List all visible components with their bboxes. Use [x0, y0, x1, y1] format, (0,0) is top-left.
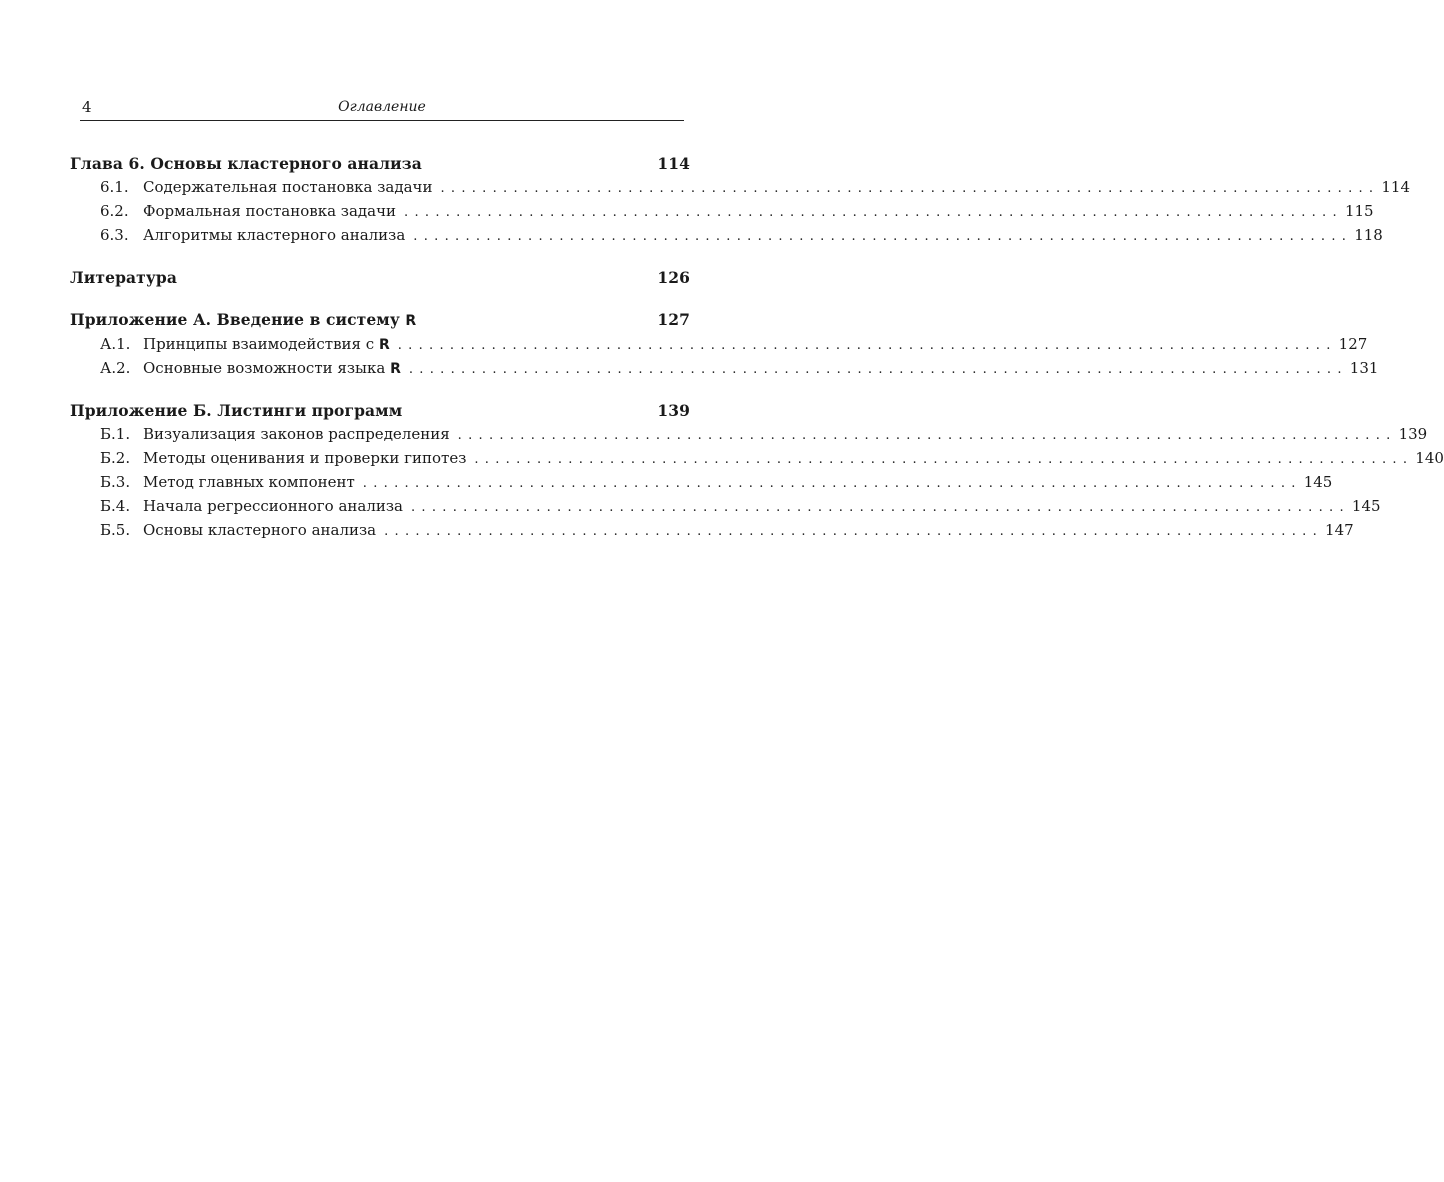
toc-entry[interactable]: [100, 176, 1411, 200]
chapter-title: Глава 6. Основы кластерного анализа: [70, 154, 422, 173]
entry-title: Основные возможности языка: [143, 359, 386, 377]
entry-number: А.1.: [100, 335, 131, 353]
entry-number: Б.3.: [100, 473, 131, 491]
entry-title: Алгоритмы кластерного анализа: [143, 226, 406, 244]
toc-entry[interactable]: [100, 224, 1383, 248]
entry-page: 145: [1351, 497, 1381, 515]
chapter-heading[interactable]: [70, 266, 690, 290]
entry-page: 145: [1303, 473, 1333, 491]
dot-leader: ..........................................................................................: [404, 205, 1343, 220]
toc-appendix-a: [70, 308, 1379, 381]
table-of-contents: [70, 152, 1444, 561]
entry-page: 118: [1354, 226, 1383, 244]
toc-entry[interactable]: [100, 471, 1333, 495]
entry-page: 131: [1349, 359, 1379, 377]
entry-title: Формальная постановка задачи: [143, 202, 397, 220]
entry-page: 114: [1381, 178, 1411, 196]
entry-number: 6.1.: [100, 178, 129, 196]
entry-number: 6.2.: [100, 202, 129, 220]
running-title: Оглавление: [338, 99, 426, 115]
entry-page: 127: [1338, 335, 1368, 353]
entry-title: Принципы взаимодействия с: [143, 335, 375, 353]
r-logo-text: R: [378, 337, 390, 353]
dot-leader: ..........................................................................................: [384, 524, 1324, 539]
toc-literature: [70, 266, 690, 290]
chapter-page: 126: [657, 268, 690, 287]
entry-page: 140: [1415, 449, 1444, 467]
entry-number: Б.1.: [100, 425, 131, 443]
entry-number: 6.3.: [100, 226, 129, 244]
entry-page: 147: [1325, 521, 1354, 539]
entry-page: 115: [1344, 202, 1374, 220]
toc-entry[interactable]: [100, 333, 1368, 357]
chapter-heading[interactable]: [70, 399, 690, 423]
chapter-title: Приложение А. Введение в систему: [70, 310, 400, 329]
toc-entry[interactable]: [100, 495, 1381, 519]
dot-leader: ..........................................................................................: [397, 338, 1337, 353]
entry-title: Визуализация законов распределения: [143, 425, 450, 443]
dot-leader: ..........................................................................................: [362, 476, 1302, 491]
entry-title: Содержательная постановка задачи: [143, 178, 433, 196]
chapter-page: 139: [657, 401, 690, 420]
chapter-heading[interactable]: [70, 308, 690, 333]
r-logo-text: R: [405, 313, 417, 329]
chapter-title: Приложение Б. Листинги программ: [70, 401, 403, 420]
entry-title: Начала регрессионного анализа: [143, 497, 403, 515]
chapter-title: Литература: [70, 268, 177, 287]
page-number: 4: [82, 98, 92, 116]
entry-title: Методы оценивания и проверки гипотез: [143, 449, 467, 467]
toc-entry[interactable]: [100, 423, 1428, 447]
chapter-heading[interactable]: [70, 152, 690, 176]
dot-leader: ..........................................................................................: [408, 362, 1348, 377]
entry-number: Б.2.: [100, 449, 131, 467]
chapter-page: 127: [657, 310, 690, 329]
entry-title-wrap: [143, 333, 390, 357]
dot-leader: ..........................................................................................: [440, 181, 1380, 196]
entry-page: 139: [1398, 425, 1428, 443]
r-logo-text: R: [390, 361, 401, 377]
toc-entry[interactable]: [100, 447, 1444, 471]
dot-leader: ..........................................................................................: [411, 500, 1350, 515]
page-header: [80, 96, 684, 121]
toc-entry[interactable]: [100, 200, 1374, 224]
toc-chapter-6: [70, 152, 1411, 248]
entry-title-wrap: [143, 357, 401, 381]
toc-entry[interactable]: [100, 357, 1379, 381]
entry-number: Б.5.: [100, 521, 131, 539]
entry-number: А.2.: [100, 359, 131, 377]
dot-leader: ..........................................................................................: [413, 229, 1353, 244]
dot-leader: ..........................................................................................: [474, 452, 1414, 467]
dot-leader: ..........................................................................................: [457, 428, 1397, 443]
chapter-page: 114: [657, 154, 690, 173]
entry-number: Б.4.: [100, 497, 131, 515]
chapter-title-wrap: [70, 308, 416, 333]
toc-appendix-b: [70, 399, 1444, 543]
entry-title: Основы кластерного анализа: [143, 521, 377, 539]
toc-entry[interactable]: [100, 519, 1354, 543]
entry-title: Метод главных компонент: [143, 473, 355, 491]
